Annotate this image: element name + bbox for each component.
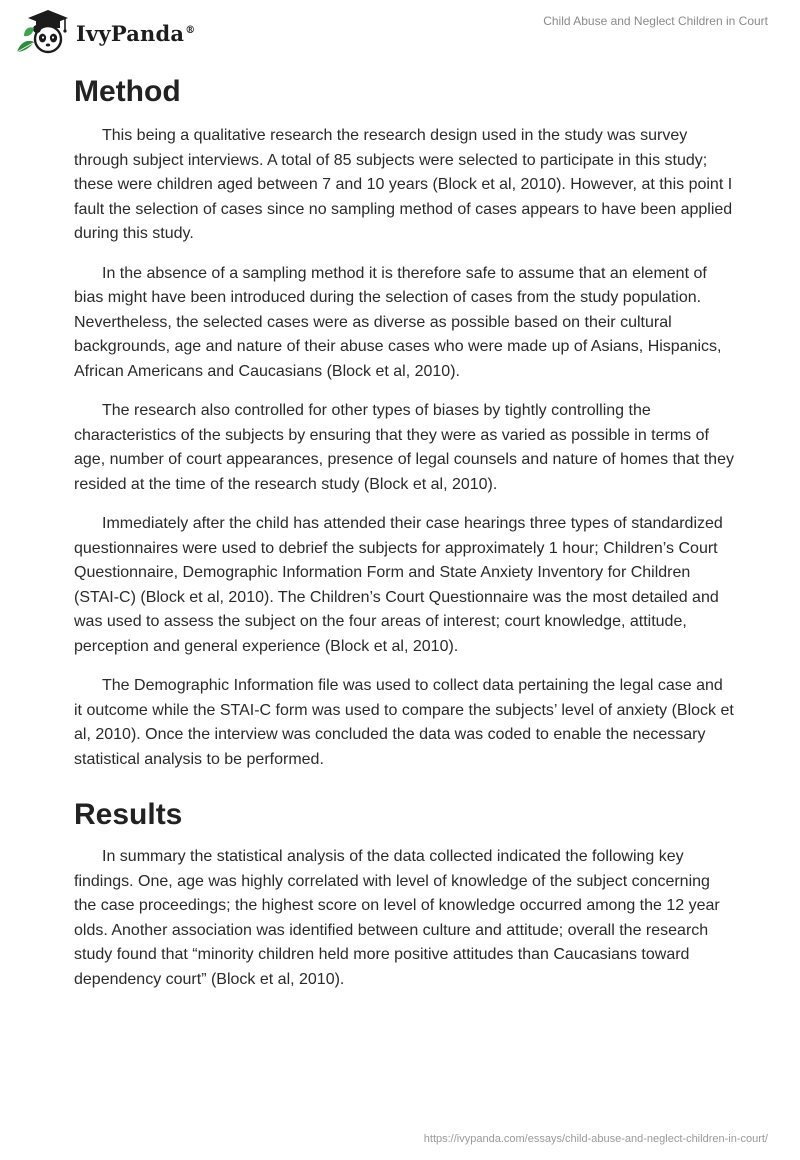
method-heading: Method — [74, 75, 181, 108]
method-paragraph-3: The research also controlled for other types of biases by tightly controlling the characteristics of the subjects by ensuring that they were as varied as possible in terms of age, number of court appearances, presence of legal counsels and nature of homes that they resided at the time of the research study (Block et al, 2010). — [74, 402, 734, 493]
registered-mark: ® — [185, 24, 196, 36]
document-title: Child Abuse and Neglect Children in Court — [543, 14, 768, 28]
method-section — [74, 72, 734, 772]
results-paragraph-1: In summary the statistical analysis of the data collected indicated the following key findings. One, age was highly correlated with level of knowledge of the subject concerning the case proceedings; the highest score on level of knowledge occurred among the 12 year olds. Another association was identified between culture and attitude; overall the research study found that “minority children held more positive attitudes than Caucasians toward dependency court” (Block et al, 2010). — [74, 848, 720, 988]
results-heading: Results — [74, 798, 183, 831]
method-paragraph-5: The Demographic Information file was used to collect data pertaining the legal case and it outcome while the STAI-C form was used to compare the subjects’ level of anxiety (Block et al, 2010). Once the interview was concluded the data was coded to enable the necessary statistical analysis to be performed. — [74, 677, 734, 768]
method-paragraph-2: In the absence of a sampling method it is therefore safe to assume that an element of bias might have been introduced during the selection of cases from the study population. Nevertheless, the selected cases were as diverse as possible based on their cultural backgrounds, age and nature of their abuse cases who were made up of Asians, Hispanics, African Americans and Caucasians (Block et al, 2010). — [74, 264, 722, 380]
ivypanda-logo[interactable] — [14, 8, 195, 54]
panda-graduation-cap-icon — [14, 8, 72, 54]
method-paragraph-1: This being a qualitative research the research design used in the study was survey through subject interviews. A total of 85 subjects were selected to participate in this study; these were children aged between 7 and 10 years (Block et al, 2010). However, at this point I fault the selection of cases since no sampling method of cases appears to have been applied during this study. — [74, 127, 733, 242]
page-header — [0, 0, 800, 60]
method-paragraph-4: Immediately after the child has attended their case hearings three types of standardized questionnaires were used to debrief the subjects for approximately 1 hour; Children’s Court Questionnaire, Demographic Information Form and State Anxiety Inventory for Children (STAI-C) (Block et al, 2010). The Children’s Court Questionnaire was the most detailed and was used to assess the subject on the four areas of interest; court knowledge, attitude, perception and general experience (Block et al, 2010). — [74, 515, 723, 655]
essay-content — [74, 72, 734, 1007]
results-section — [74, 795, 734, 992]
brand-label: IvyPanda — [76, 20, 185, 46]
source-url-link[interactable]: https://ivypanda.com/essays/child-abuse-and-neglect-children-in-court/ — [423, 1133, 768, 1145]
brand-name — [76, 21, 195, 46]
